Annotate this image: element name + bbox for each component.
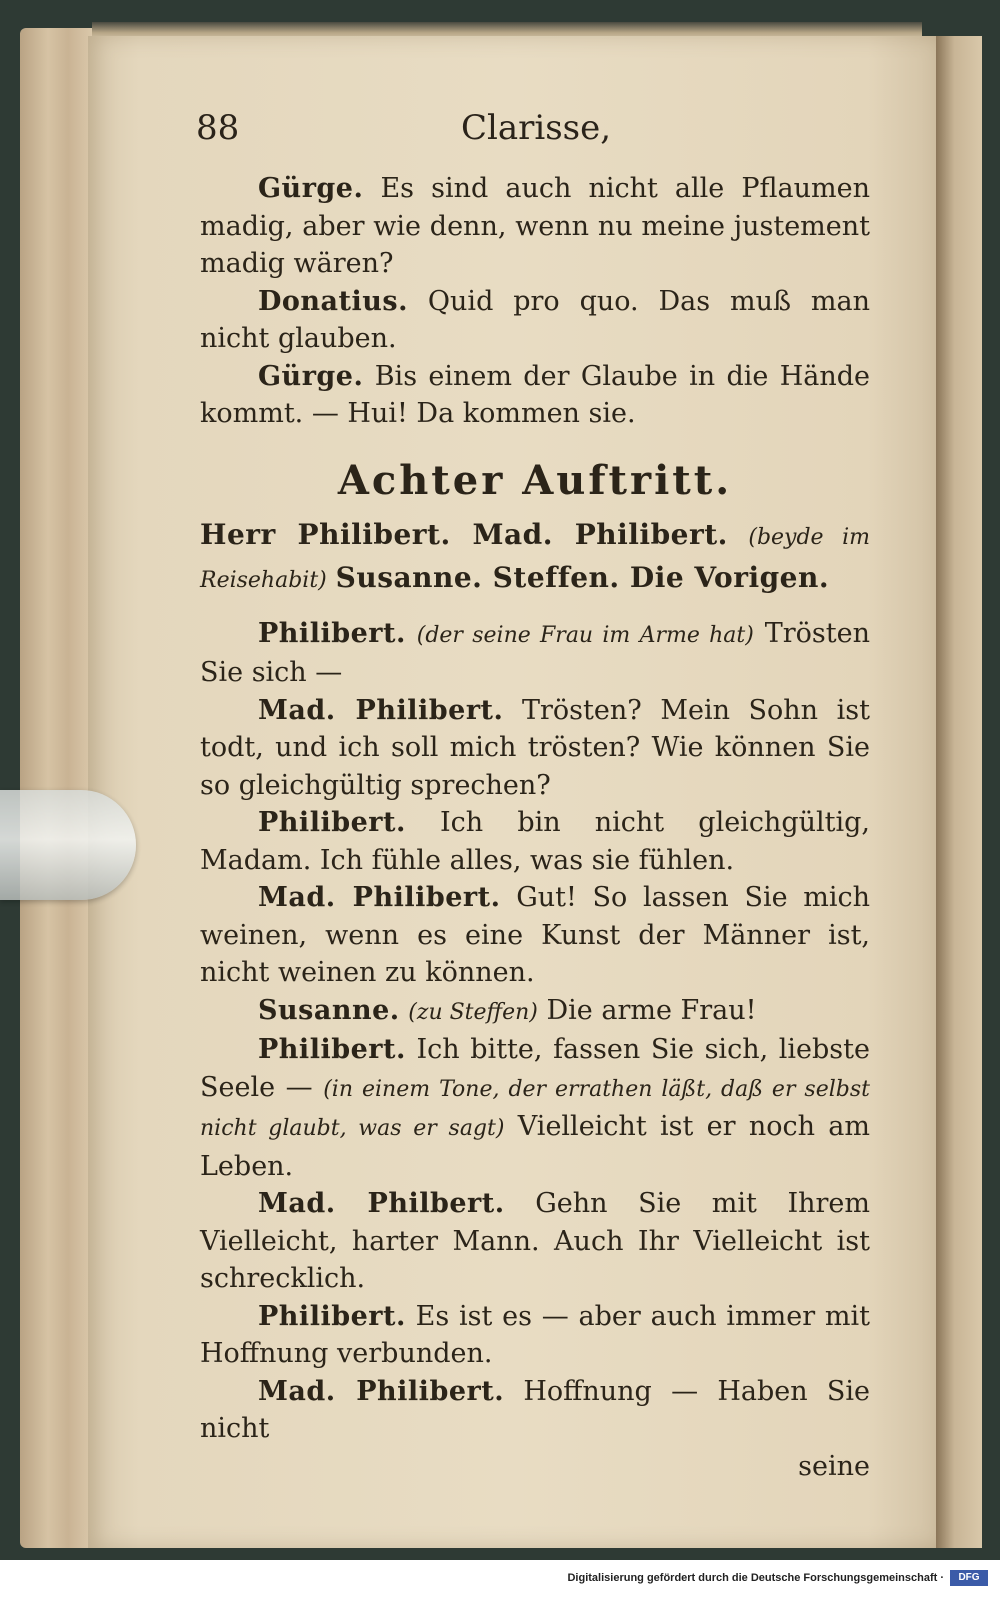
speech-text: Ich bitte, fassen Sie sich, liebste Seele — [200,1034,870,1103]
catchword: seine [798,1450,870,1482]
speaker-name: Mad. Philibert. [258,882,501,913]
speaker-name: Mad. Philibert. [258,1375,505,1407]
cast-list-a: Herr Philibert. Mad. Philibert. [200,517,728,551]
speaker-name: Philibert. [258,1034,406,1065]
speech-paragraph [200,692,870,805]
speech-text: Vielleicht ist er noch am Leben. [200,1111,870,1182]
speaker-name: Gürge. [258,173,364,204]
speech-text: Es ist es — aber auch immer mit Hoffnung verbunden. [200,1300,870,1369]
book-edge-right [936,36,982,1548]
speaker-name: Philibert. [258,617,406,649]
speech-paragraph [200,879,870,992]
funding-credit: Digitalisierung gefördert durch die Deutsche Forschungsgemeinschaft · [567,1572,944,1584]
speech-text: Trösten? Mein Sohn ist todt, und ich soll mich trösten? Wie können Sie so gleichgültig sprechen? [200,694,870,801]
speech-paragraph [200,992,870,1032]
speech-text: Bis einem der Glaube in die Hände kommt. — Hui! Da kommen sie. [200,360,870,429]
speech-paragraph [200,1373,870,1448]
speech-paragraph [200,170,870,283]
speech-paragraph [200,283,870,358]
stage-direction: (in einem Tone, der errathen läßt, daß er selbst nicht glaubt, was er sagt) [200,1076,870,1141]
stage-direction: (beyde im Reisehabit) [200,524,871,593]
speech-text: Ich bin nicht gleichgültig, Madam. Ich fühle alles, was sie fühlen. [200,807,870,876]
speech-text: Gehn Sie mit Ihrem Vielleicht, harter Mann. Auch Ihr Vielleicht ist schrecklich. [200,1188,870,1294]
speaker-name: Philibert. [258,807,406,838]
speech-paragraph [200,1298,870,1373]
speech-text: Die arme Frau! [546,994,757,1026]
speech-text: Gut! So lassen Sie mich weinen, wenn es eine Kunst der Männer ist, nicht weinen zu können. [200,882,870,988]
speaker-name: Gürge. [258,360,364,392]
scene-heading: Achter Auftritt. [337,456,733,504]
speech-text: Hoffnung — Haben Sie nicht [200,1375,870,1444]
speaker-name: Susanne. [258,994,400,1026]
stage-direction: (der seine Frau im Arme hat) [416,622,754,648]
speech-text: Es sind auch nicht alle Pflaumen madig, aber wie denn, wenn nu meine justement madig wären? [200,173,870,279]
speech-text: Trösten Sie sich — [200,617,870,688]
page-header [196,108,866,158]
page-holder-clip [0,790,136,900]
page-text [200,170,870,1485]
speaker-name: Mad. Philibert. [258,694,504,726]
cast-list-b: Susanne. Steffen. Die Vorigen. [335,560,830,594]
speech-paragraph [200,358,870,433]
speaker-name: Mad. Philbert. [258,1188,505,1219]
speech-paragraph [200,1031,870,1185]
speech-paragraph [200,1185,870,1298]
dfg-logo: DFG [950,1570,988,1586]
page-number: 88 [196,108,240,148]
cast-list [200,515,870,601]
speaker-name: Philibert. [258,1300,406,1332]
running-title: Clarisse, [460,108,612,148]
speech-paragraph [200,804,870,879]
speaker-name: Donatius. [258,285,409,317]
speech-text: Quid pro quo. Das muß man nicht glauben. [200,285,870,354]
stage-direction: (zu Steffen) [408,999,538,1025]
speech-paragraph [200,615,870,692]
